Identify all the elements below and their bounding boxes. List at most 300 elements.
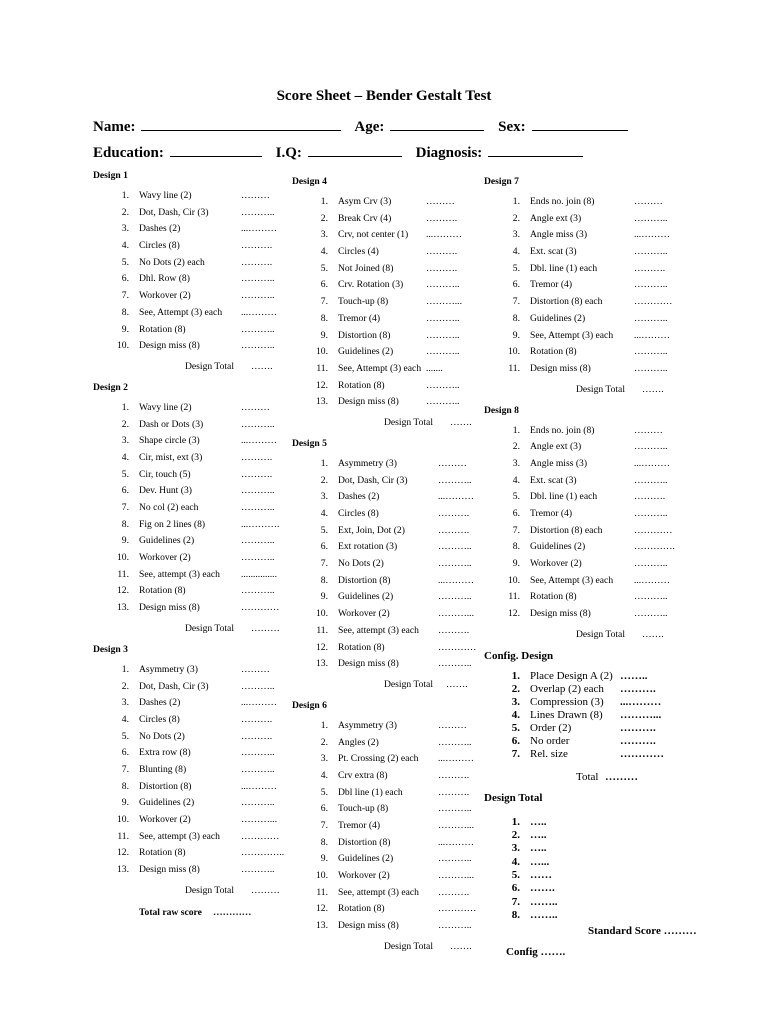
item-label: Angle ext (3) bbox=[530, 441, 582, 453]
list-item bbox=[93, 238, 283, 255]
item-score-dots: ……….. bbox=[438, 853, 472, 865]
list-item bbox=[93, 533, 283, 550]
item-number: 5. bbox=[511, 869, 520, 881]
standard-score bbox=[588, 925, 697, 937]
item-label: Crv, not center (1) bbox=[338, 229, 409, 241]
item-score-dots: ...……… bbox=[426, 229, 462, 241]
item-score-dots: ………... bbox=[426, 296, 462, 308]
list-item bbox=[292, 261, 482, 278]
item-score-dots: ……….. bbox=[241, 323, 275, 335]
item-score-dots: ………….. bbox=[241, 847, 285, 859]
item-label: No Dots (2) bbox=[338, 558, 384, 570]
item-number: 8. bbox=[512, 541, 520, 553]
design-total-label: Design Total bbox=[384, 416, 433, 428]
item-score-dots: ……….. bbox=[426, 329, 460, 341]
item-score-dots: ……….. bbox=[634, 608, 668, 620]
item-number: 9. bbox=[512, 558, 520, 570]
item-number: 8. bbox=[121, 780, 129, 792]
item-number: 12. bbox=[316, 903, 328, 915]
list-item bbox=[292, 801, 482, 818]
item-score-dots: ...……… bbox=[438, 753, 474, 765]
list-item bbox=[93, 795, 283, 812]
design-5-list bbox=[292, 456, 482, 673]
list-item bbox=[484, 573, 714, 590]
list-item bbox=[93, 745, 283, 762]
item-score-dots: ……….. bbox=[241, 585, 275, 597]
item-number: 6. bbox=[512, 508, 520, 519]
item-number: 11. bbox=[508, 362, 520, 374]
item-score-dots: …….. bbox=[530, 895, 558, 908]
list-item bbox=[93, 729, 283, 746]
item-score-dots: ……….. bbox=[438, 591, 472, 603]
item-score-dots: ……….. bbox=[438, 558, 472, 570]
design-total-dots: ……. bbox=[642, 383, 664, 395]
item-label: See, Attempt (3) each bbox=[338, 362, 422, 374]
list-item bbox=[292, 227, 482, 244]
item-score-dots: ………. bbox=[438, 508, 470, 519]
item-score-dots: ...……… bbox=[438, 574, 474, 586]
item-number: 6. bbox=[320, 279, 328, 291]
item-number: 6. bbox=[511, 882, 520, 895]
item-number: 1. bbox=[511, 815, 520, 828]
item-label: See, attempt (3) each bbox=[139, 830, 220, 842]
item-label: Distortion (8) bbox=[338, 574, 391, 586]
item-label: Angle miss (3) bbox=[530, 457, 588, 469]
item-label: Design miss (8) bbox=[139, 602, 200, 614]
item-number: 1. bbox=[512, 196, 520, 207]
item-label: Pt. Crossing (2) each bbox=[338, 753, 419, 765]
item-label: See, attempt (3) each bbox=[338, 624, 419, 636]
list-item bbox=[292, 456, 482, 473]
item-label: Rotation (8) bbox=[530, 346, 577, 358]
item-number: 4. bbox=[320, 769, 328, 781]
column-1 bbox=[93, 169, 283, 927]
item-score-dots: ……….. bbox=[241, 535, 275, 547]
item-score-dots: ……….. bbox=[241, 747, 275, 759]
item-number: 8. bbox=[320, 836, 328, 848]
item-number: 9. bbox=[320, 329, 328, 341]
list-item bbox=[93, 845, 283, 862]
list-item bbox=[484, 211, 714, 228]
item-number: 13. bbox=[316, 658, 328, 670]
item-label: Tremor (4) bbox=[338, 820, 381, 831]
item-score-dots: ………. bbox=[241, 468, 273, 480]
item-label: Workover (2) bbox=[338, 870, 390, 882]
config-item bbox=[484, 735, 714, 748]
list-item bbox=[292, 573, 482, 590]
config-item bbox=[484, 670, 714, 683]
item-label: See, attempt (3) each bbox=[139, 568, 220, 580]
item-score-dots: ……….. bbox=[634, 508, 668, 519]
config-total-label: Total bbox=[576, 770, 599, 783]
item-label: Dhl. Row (8) bbox=[139, 273, 190, 285]
list-item bbox=[93, 762, 283, 779]
item-number: 12. bbox=[508, 608, 520, 620]
config-item bbox=[484, 683, 714, 696]
item-label: Dash or Dots (3) bbox=[139, 418, 204, 430]
item-score-dots: ….. bbox=[530, 842, 547, 855]
list-item bbox=[292, 311, 482, 328]
design-total-label: Design Total bbox=[185, 884, 234, 896]
item-number: 2. bbox=[320, 736, 328, 748]
list-item bbox=[93, 679, 283, 696]
item-score-dots: ……….. bbox=[241, 502, 275, 513]
list-item bbox=[93, 829, 283, 846]
config-item bbox=[484, 722, 714, 735]
item-score-dots: ………… bbox=[241, 602, 280, 614]
item-score-dots: ……….. bbox=[241, 680, 275, 692]
design-total-item bbox=[484, 909, 714, 922]
list-item bbox=[484, 194, 714, 211]
item-label: Ext. scat (3) bbox=[530, 474, 577, 486]
item-score-dots: …….. bbox=[620, 669, 648, 682]
list-item bbox=[484, 244, 714, 261]
item-score-dots: ………. bbox=[241, 256, 273, 268]
item-label: See, attempt (3) each bbox=[338, 886, 419, 898]
item-label: Asymmetry (3) bbox=[139, 663, 198, 675]
list-item bbox=[93, 662, 283, 679]
item-score-dots: ……….. bbox=[438, 736, 472, 748]
item-label: Guidelines (2) bbox=[530, 312, 586, 324]
list-item bbox=[292, 735, 482, 752]
list-item bbox=[292, 851, 482, 868]
item-number: 8. bbox=[320, 312, 328, 324]
item-number: 12. bbox=[316, 641, 328, 653]
item-label: Crv extra (8) bbox=[338, 769, 388, 781]
design-total-item bbox=[484, 842, 714, 855]
item-label: Workover (2) bbox=[338, 608, 390, 620]
column-3 bbox=[484, 175, 714, 958]
list-item bbox=[292, 751, 482, 768]
item-number: 9. bbox=[121, 797, 129, 809]
item-score-dots: ……….. bbox=[634, 591, 668, 603]
item-score-dots: …………. bbox=[634, 541, 675, 553]
item-number: 12. bbox=[117, 585, 129, 597]
item-number: 3. bbox=[512, 457, 520, 469]
item-label: Rotation (8) bbox=[139, 847, 186, 859]
design-total-item bbox=[484, 896, 714, 909]
item-number: 1. bbox=[320, 719, 328, 731]
item-score-dots: ………. bbox=[620, 734, 656, 747]
item-score-dots: ………. bbox=[634, 491, 666, 503]
item-score-dots: ………... bbox=[241, 814, 277, 825]
item-label: Rotation (8) bbox=[338, 379, 385, 391]
item-number: 5. bbox=[121, 256, 129, 268]
design-total-heading: Design Total bbox=[484, 791, 543, 804]
item-number: 7. bbox=[121, 763, 129, 775]
list-item bbox=[484, 361, 714, 378]
iq-field[interactable] bbox=[308, 143, 402, 157]
item-label: Cir, touch (5) bbox=[139, 468, 191, 480]
item-score-dots: …… bbox=[530, 869, 552, 881]
item-score-dots: ……….. bbox=[241, 418, 275, 430]
item-score-dots: ...………. bbox=[241, 518, 280, 530]
list-item bbox=[292, 556, 482, 573]
item-label: Touch-up (8) bbox=[338, 803, 389, 815]
design-total-dots: ……… bbox=[251, 622, 280, 634]
item-label: Dbl. line (1) each bbox=[530, 262, 598, 274]
list-item bbox=[292, 294, 482, 311]
list-item bbox=[93, 467, 283, 484]
item-label: Ext. scat (3) bbox=[530, 246, 577, 258]
item-label: No order bbox=[530, 734, 570, 747]
item-label: Ext rotation (3) bbox=[338, 541, 398, 553]
item-score-dots: ……….. bbox=[634, 362, 668, 374]
item-number: 11. bbox=[316, 624, 328, 636]
item-score-dots: ……….. bbox=[241, 206, 275, 218]
item-score-dots: ....... bbox=[426, 362, 443, 374]
list-item bbox=[292, 606, 482, 623]
config-item bbox=[484, 748, 714, 761]
list-item bbox=[93, 288, 283, 305]
item-number: 5. bbox=[320, 262, 328, 274]
item-score-dots: ……….. bbox=[438, 803, 472, 815]
design-8-list bbox=[484, 423, 714, 623]
item-label: Ext, Join, Dot (2) bbox=[338, 524, 405, 536]
design-total-item bbox=[484, 882, 714, 895]
item-score-dots: ……….. bbox=[634, 346, 668, 358]
item-label: Ends no. join (8) bbox=[530, 196, 595, 207]
item-label: Order (2) bbox=[530, 721, 572, 734]
design-1-total bbox=[93, 359, 283, 375]
design-3-total bbox=[93, 883, 283, 899]
item-label: See, Attempt (3) each bbox=[530, 574, 614, 586]
item-number: 4. bbox=[511, 855, 520, 868]
item-label: Guidelines (2) bbox=[139, 535, 195, 547]
list-item bbox=[292, 394, 482, 411]
item-score-dots: ...……… bbox=[620, 695, 662, 708]
item-number: 13. bbox=[117, 602, 129, 614]
item-score-dots: ……… bbox=[634, 196, 663, 207]
item-number: 9. bbox=[320, 853, 328, 865]
list-item bbox=[292, 818, 482, 835]
list-item bbox=[292, 378, 482, 395]
design-1-list bbox=[93, 188, 283, 355]
item-score-dots: ……….. bbox=[426, 312, 460, 324]
item-score-dots: ……….. bbox=[241, 864, 275, 876]
sex-label: Sex: bbox=[498, 119, 526, 135]
list-item bbox=[484, 261, 714, 278]
item-label: Workover (2) bbox=[139, 814, 191, 825]
item-label: Workover (2) bbox=[530, 558, 582, 570]
list-item bbox=[93, 500, 283, 517]
item-number: 6. bbox=[320, 541, 328, 553]
design-total-item bbox=[484, 829, 714, 842]
item-number: 10. bbox=[508, 574, 520, 586]
item-number: 5. bbox=[121, 730, 129, 742]
item-score-dots: ………. bbox=[241, 451, 273, 463]
item-number: 2. bbox=[121, 206, 129, 218]
item-number: 2. bbox=[121, 680, 129, 692]
item-score-dots: ……….. bbox=[438, 920, 472, 932]
item-label: Dashes (2) bbox=[338, 491, 380, 503]
design-total-label: Design Total bbox=[576, 628, 625, 640]
item-score-dots: ……….. bbox=[438, 541, 472, 553]
config-score bbox=[506, 946, 565, 958]
list-item bbox=[292, 473, 482, 490]
list-item bbox=[292, 835, 482, 852]
item-number: 7. bbox=[512, 296, 520, 308]
item-number: 5. bbox=[320, 524, 328, 536]
list-item bbox=[484, 539, 714, 556]
list-item bbox=[484, 344, 714, 361]
item-number: 8. bbox=[121, 306, 129, 318]
education-label: Education: bbox=[93, 145, 164, 161]
item-number: 5. bbox=[320, 786, 328, 798]
item-number: 1. bbox=[511, 669, 520, 682]
item-score-dots: ………. bbox=[620, 682, 656, 695]
item-number: 7. bbox=[320, 820, 328, 831]
item-number: 9. bbox=[512, 329, 520, 341]
item-number: 4. bbox=[320, 246, 328, 258]
item-score-dots: ……… bbox=[634, 424, 663, 436]
item-score-dots: ……….. bbox=[438, 474, 472, 486]
item-number: 8. bbox=[121, 518, 129, 530]
list-item bbox=[484, 506, 714, 523]
list-item bbox=[292, 785, 482, 802]
item-label: Rotation (8) bbox=[139, 323, 186, 335]
item-label: Distortion (8) bbox=[139, 780, 192, 792]
list-item bbox=[292, 623, 482, 640]
item-label: Rotation (8) bbox=[139, 585, 186, 597]
item-score-dots: ………. bbox=[241, 713, 273, 725]
list-item bbox=[93, 862, 283, 879]
item-number: 13. bbox=[117, 864, 129, 876]
list-item bbox=[292, 211, 482, 228]
design-2-total bbox=[93, 621, 283, 637]
item-number: 2. bbox=[512, 212, 520, 224]
item-label: Dot, Dash, Cir (3) bbox=[139, 206, 209, 218]
fields-row-1 bbox=[93, 117, 638, 136]
item-number: 7. bbox=[511, 895, 520, 908]
item-score-dots: ……… bbox=[241, 190, 270, 201]
list-item bbox=[292, 901, 482, 918]
diagnosis-field[interactable] bbox=[488, 143, 583, 157]
item-label: Asymmetry (3) bbox=[338, 719, 397, 731]
list-item bbox=[292, 885, 482, 902]
item-score-dots: ………. bbox=[620, 721, 656, 734]
item-number: 13. bbox=[316, 920, 328, 932]
age-field[interactable] bbox=[390, 117, 484, 131]
config-total bbox=[484, 769, 714, 785]
item-number: 6. bbox=[121, 273, 129, 285]
item-label: Guidelines (2) bbox=[338, 346, 394, 358]
item-label: Dashes (2) bbox=[139, 697, 181, 709]
design-total-dots: ……. bbox=[450, 940, 472, 952]
item-score-dots: …... bbox=[530, 855, 550, 868]
item-label: Blunting (8) bbox=[139, 763, 187, 775]
item-number: 2. bbox=[121, 418, 129, 430]
item-number: 7. bbox=[320, 296, 328, 308]
item-score-dots: ……….. bbox=[241, 763, 275, 775]
item-number: 3. bbox=[320, 491, 328, 503]
item-label: Tremor (4) bbox=[530, 508, 573, 519]
item-number: 6. bbox=[320, 803, 328, 815]
list-item bbox=[292, 328, 482, 345]
item-label: Design miss (8) bbox=[338, 658, 399, 670]
item-number: 9. bbox=[121, 323, 129, 335]
item-score-dots: ...……… bbox=[241, 780, 277, 792]
list-item bbox=[292, 640, 482, 657]
name-field[interactable] bbox=[141, 117, 341, 131]
item-label: Angles (2) bbox=[338, 736, 379, 748]
design-total-label: Design Total bbox=[185, 622, 234, 634]
list-item bbox=[93, 255, 283, 272]
design-total-label: Design Total bbox=[185, 360, 234, 372]
design-total-dots: ……. bbox=[450, 416, 472, 428]
item-label: Overlap (2) each bbox=[530, 682, 604, 695]
total-raw-score-dots: ………… bbox=[213, 906, 252, 918]
list-item bbox=[93, 712, 283, 729]
item-label: Circles (4) bbox=[338, 246, 379, 258]
list-item bbox=[292, 539, 482, 556]
list-item bbox=[93, 400, 283, 417]
list-item bbox=[93, 221, 283, 238]
item-score-dots: ………… bbox=[438, 641, 477, 653]
item-label: Asymmetry (3) bbox=[338, 457, 397, 469]
item-score-dots: ……….. bbox=[426, 346, 460, 358]
design-2-list bbox=[93, 400, 283, 617]
item-score-dots: ………... bbox=[438, 870, 474, 882]
design-total-label: Design Total bbox=[576, 383, 625, 395]
item-score-dots: ……….. bbox=[241, 485, 275, 497]
list-item bbox=[93, 567, 283, 584]
item-score-dots: ………… bbox=[438, 903, 477, 915]
list-item bbox=[93, 433, 283, 450]
sex-field[interactable] bbox=[532, 117, 628, 131]
design-5-total bbox=[292, 677, 482, 693]
item-score-dots: ……… bbox=[241, 663, 270, 675]
item-number: 6. bbox=[511, 734, 520, 747]
item-number: 6. bbox=[121, 485, 129, 497]
item-number: 11. bbox=[508, 591, 520, 603]
item-number: 1. bbox=[320, 196, 328, 207]
item-label: Place Design A (2) bbox=[530, 669, 613, 682]
design-8-total bbox=[484, 627, 714, 643]
list-item bbox=[484, 606, 714, 623]
list-item bbox=[292, 868, 482, 885]
item-score-dots: ……….. bbox=[634, 246, 668, 258]
item-number: 7. bbox=[121, 502, 129, 513]
design-5-heading: Design 5 bbox=[292, 437, 327, 449]
list-item bbox=[484, 556, 714, 573]
item-score-dots: ……….. bbox=[241, 552, 275, 564]
item-number: 7. bbox=[320, 558, 328, 570]
item-number: 4. bbox=[512, 474, 520, 486]
design-4-heading: Design 4 bbox=[292, 176, 327, 187]
list-item bbox=[93, 271, 283, 288]
page-title: Score Sheet – Bender Gestalt Test bbox=[276, 88, 492, 104]
list-item bbox=[484, 439, 714, 456]
item-number: 7. bbox=[512, 524, 520, 536]
item-label: Asym Crv (3) bbox=[338, 196, 392, 207]
item-number: 3. bbox=[121, 435, 129, 447]
config-item bbox=[484, 696, 714, 709]
item-score-dots: ……….. bbox=[634, 474, 668, 486]
item-number: 3. bbox=[511, 695, 520, 708]
item-label: Fig on 2 lines (8) bbox=[139, 518, 206, 530]
item-number: 2. bbox=[511, 829, 520, 842]
item-score-dots: ...……… bbox=[241, 697, 277, 709]
item-label: Tremor (4) bbox=[338, 312, 381, 324]
item-number: 6. bbox=[121, 747, 129, 759]
item-score-dots: ………. bbox=[438, 786, 470, 798]
config-list bbox=[484, 670, 714, 761]
education-field[interactable] bbox=[170, 143, 262, 157]
age-label: Age: bbox=[354, 119, 385, 135]
design-total-label: Design Total bbox=[384, 940, 433, 952]
item-score-dots: ….. bbox=[530, 829, 547, 842]
